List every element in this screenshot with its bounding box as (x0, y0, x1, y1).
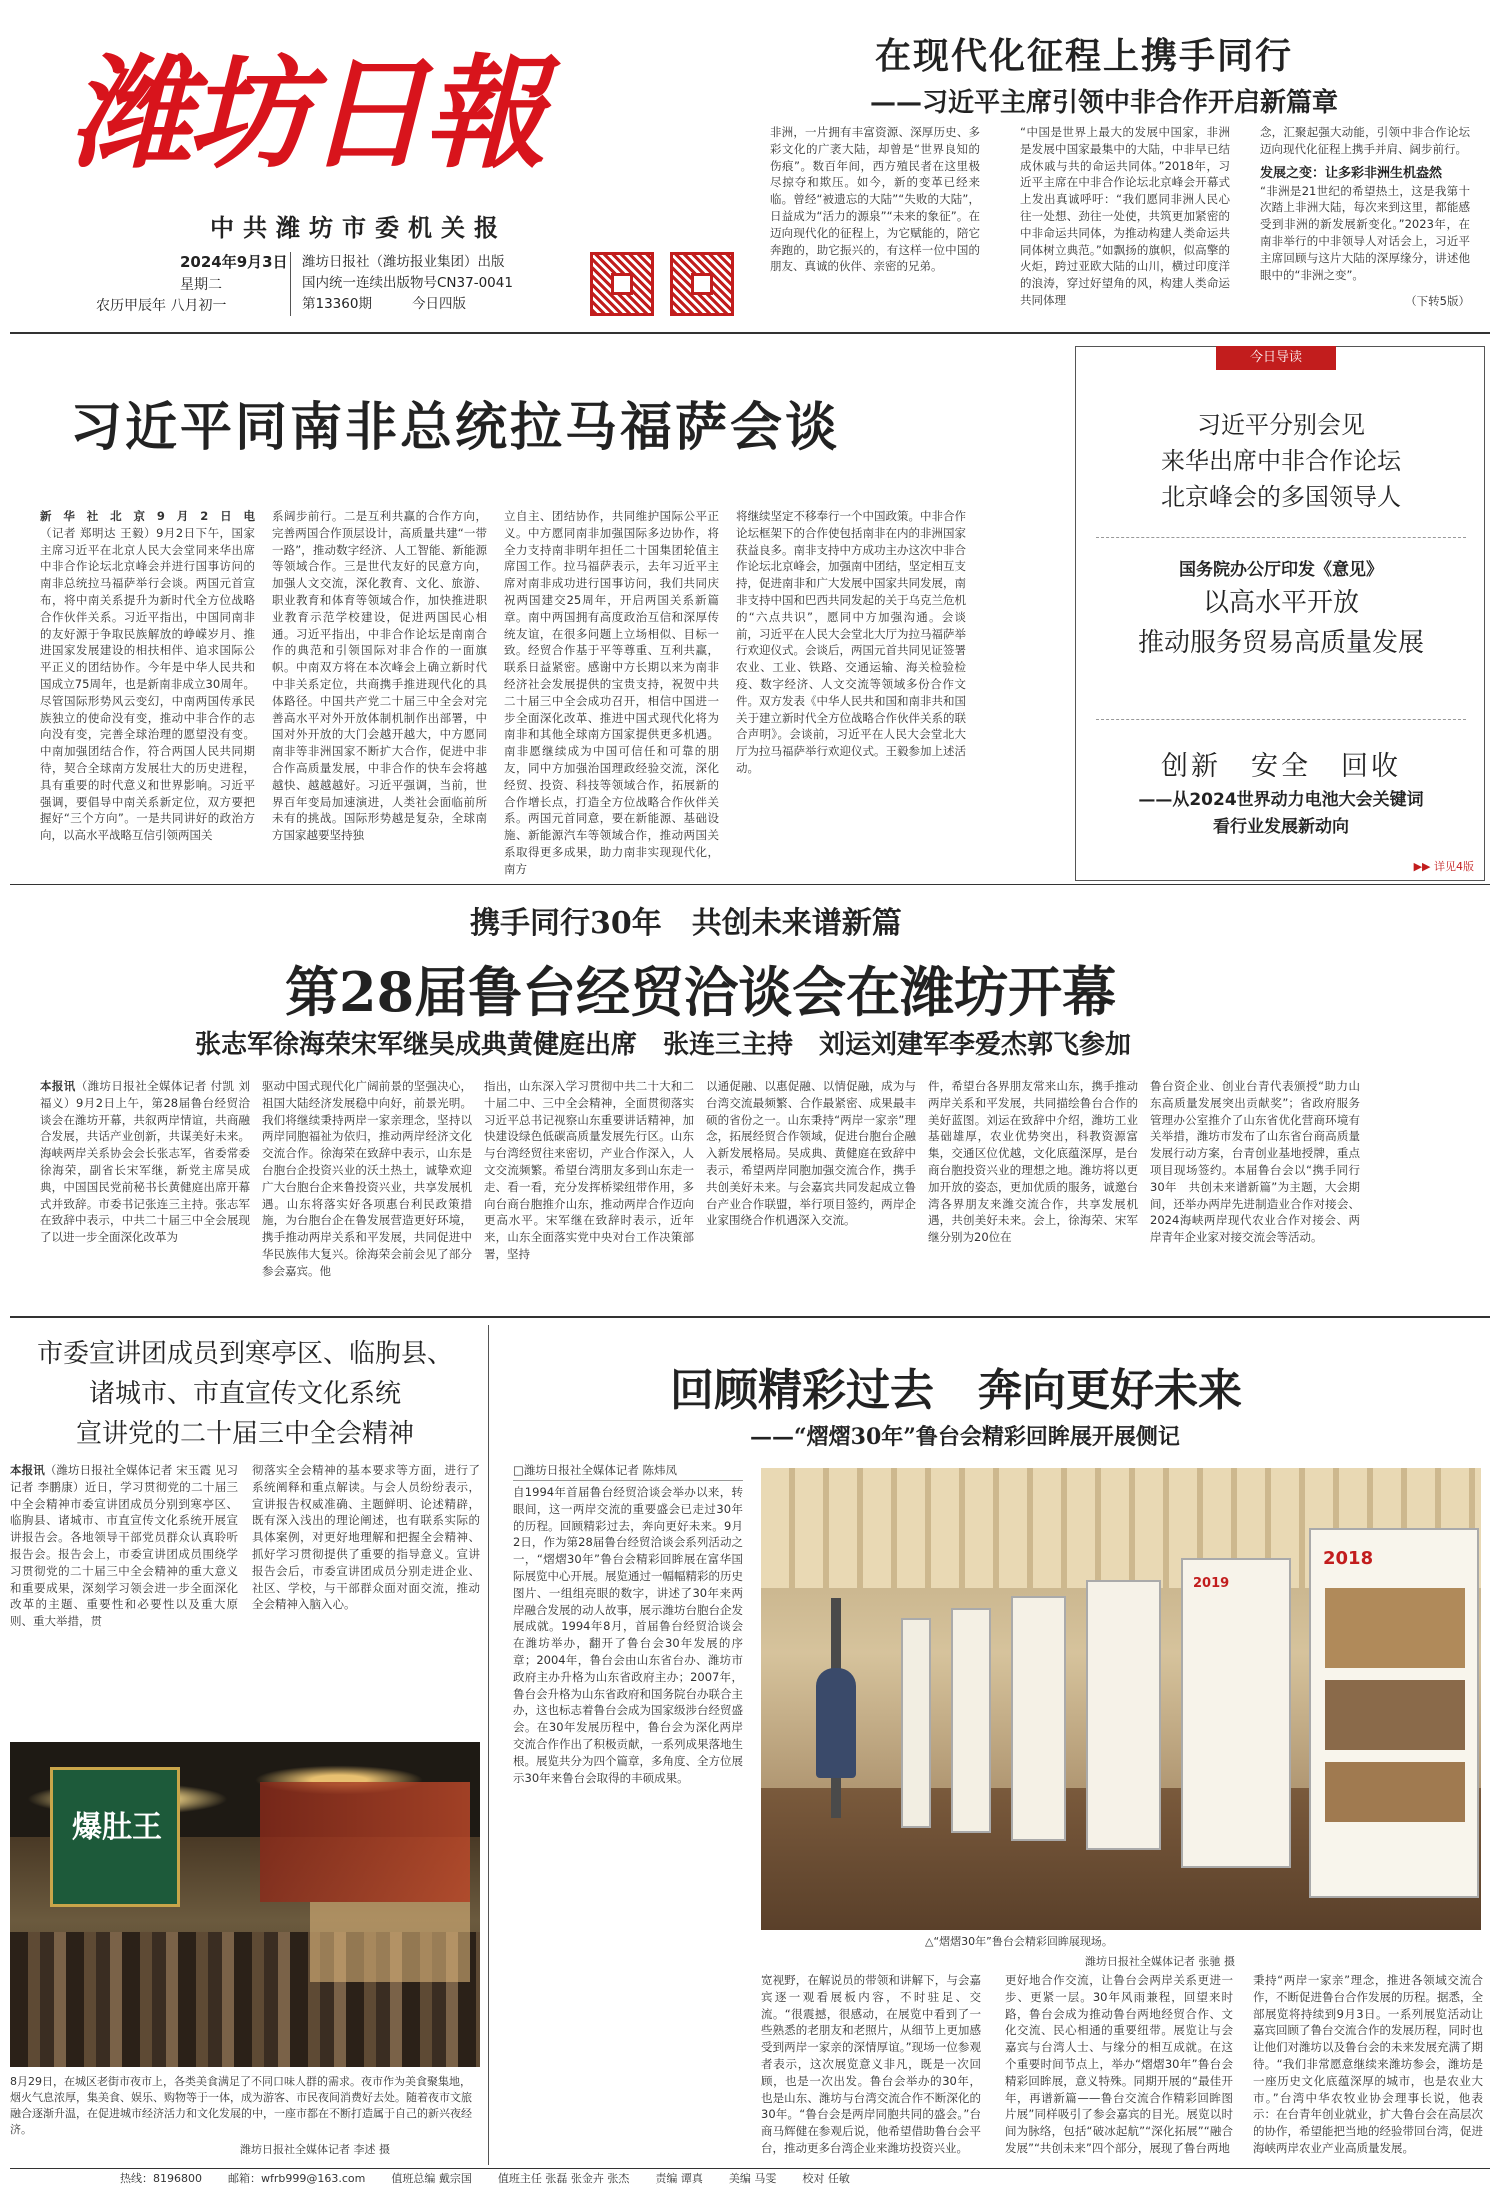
issue-lunar: 农历甲辰年 八月初一 (96, 298, 227, 314)
divider (10, 1316, 1490, 1318)
top-story-col3-more: “非洲是21世纪的希望热土，这是我第十次踏上非洲大陆，每次来到这里，都能感受到非洲的新发展新变化。”2023年，在南非举行的中非领导人对话会上，习近平主席回顾与这片大陆的深厚缘分，讲述他眼中的“非洲之变”。 (1260, 183, 1470, 282)
guide-item-2[interactable] (1076, 557, 1486, 663)
guide-item-1-line: 来华出席中非合作论坛 (1161, 447, 1401, 475)
masthead (0, 0, 870, 330)
qr-code-icon (670, 252, 734, 316)
publisher-block (302, 252, 513, 315)
luotai-byline: （潍坊日报社全媒体记者 付凯 刘福义） (40, 1079, 251, 1110)
luotai-col2: 驱动中国式现代化广阔前景的坚强决心，祖国大陆经济发展稳中向好，前景光明。我们将继续秉持两岸一家亲理念，坚持以两岸同胞福祉为依归，推动两岸经济文化交流合作。徐海荣在致辞中表示，山东是台胞台企投资兴业的沃土热土，诚挚欢迎广大台胞台企来鲁投资兴业，共享发展机遇。山东将落实好各项惠台利民政策措施，为台胞台企在鲁发展营造更好环境，携手推动两岸关系和平发展，共同促进中华民族伟大复兴。徐海荣会前会见了部分参会嘉宾。他 (262, 1079, 472, 1278)
footer-email[interactable]: 邮箱：wfrb999@163.com (228, 2172, 366, 2185)
triangle-icon: ▶▶ (1413, 860, 1431, 873)
xuanjiang-title-line: 诸城市、市直宣传文化系统 (88, 1379, 401, 1409)
guide-jump-text: 详见4版 (1434, 860, 1474, 873)
top-story-col3 (1260, 124, 1470, 324)
review-title[interactable]: 回顾精彩过去 奔向更好未来 (670, 1365, 1242, 1416)
review-story (505, 1322, 1490, 2162)
footer-chief-editor: 值班总编 戴宗国 (391, 2172, 472, 2185)
reporters: （记者 郑明达 王毅） (40, 525, 157, 540)
shop-sign: 爆肚王 (72, 1810, 162, 1845)
guide-item-2-line: 以高水平开放 (1202, 588, 1359, 618)
page-count: 今日四版 (411, 296, 466, 312)
luotai-col1 (40, 1078, 250, 1303)
issue-date: 2024年9月3日 (180, 253, 288, 271)
qr-code-icon (590, 252, 654, 316)
review-col4: 秉持“两岸一家亲”理念，推进各领域交流合作，不断促进鲁台合作发展的历程。据悉，全部展览将持续到9月3日。一系列展览活动让嘉宾回顾了鲁台交流合作的发展历程，同时也让他们对潍坊以及鲁台会的未来发展充满了期待。“我们非常愿意继续来潍坊参会，潍坊是一座历史文化底蕴深厚的城市，也是农业大市。”台湾中华农牧业协会理事长说，他表示：在台青年创业就业，扩大鲁台会在高层次的协作，希望能把当地的经验带回台湾，促进海峡两岸农业产业高质量发展。 (1253, 1973, 1483, 2155)
footer-hotline: 热线：8196800 (120, 2172, 202, 2185)
night-market-credit: 潍坊日报社全媒体记者 李述 摄 (240, 2143, 390, 2156)
today-guide-box (1075, 346, 1485, 881)
luotai-col5: 件，希望台各界朋友常来山东，携手推动两岸关系和平发展，共同描绘鲁台合作的美好蓝图。刘运在致辞中介绍，潍坊工业基础雄厚，农业优势突出，科教资源富集，交通区位优越，文化底蕴深厚，是台商台胞投资兴业的理想之地。潍坊将以更加开放的姿态，更加优质的服务，诚邀台湾各界朋友来潍交流合作，共享发展机遇，共创美好未来。会上，徐海荣、宋军继分别为20位在 (928, 1079, 1138, 1245)
lead-story-col4: 将继续坚定不移奉行一个中国政策。中非合作论坛框架下的合作使包括南非在内的非洲国家获益良多。南非支持中方成功主办这次中非合作论坛北京峰会，加强南中团结，坚定相互支持，促进南非和广大发展中国家共同发展，南非支持中国和巴西共同发起的关于乌克兰危机的“六点共识”，愿同中方加强沟通。会谈前，习近平在人民大会堂北大厅为拉马福萨举行欢迎仪式。会谈后，两国元首共同见证签署农业、工业、铁路、交通运输、海关检验检疫、数字经济、人文交流等领域多份合作文件。双方发表《中华人民共和国和南非共和国关于建立新时代全方位战略合作伙伴关系的联合声明》。会谈前，习近平在人民大会堂北大厅为拉马福萨举行欢迎仪式。王毅参加上述活动。 (736, 509, 966, 775)
xuanjiang-byline: （潍坊日报社全媒体记者 宋玉霞 见习记者 李鹏康） (10, 1463, 238, 1494)
lead-story-col1-text: 9月2日下午，国家主席习近平在北京人民大会堂同来华出席中非合作论坛北京峰会并进行国事访问的南非总统拉马福萨举行会谈。两国元首宣布，将中南关系提升为新时代全方位战略合作伙伴关系。习近平指出，中国同南非的友好源于争取民族解放的峥嵘岁月、推进国家发展建设的相扶相伴、追求国际公平正义的团结协作。今年是中华人民共和国成立75周年，也是新南非成立30周年。尽管国际形势风云变幻，中南两国传承民族独立的使命没有变，推动中非合作的志向没有变，完善全球治理的愿望没有变。中南加强团结合作，符合两国人民共同期待，契合全球南方发展壮大的历史进程，具有重要的时代意义和世界影响。习近平强调，要倡导中南关系新定位，双方要把握好“三个方向”。一是共同讲好的政治方向，以高水平战略互信引领两国关 (40, 525, 256, 843)
luotai-col6: 鲁台资企业、创业台青代表颁授“助力山东高质量发展突出贡献奖”；省政府服务管理办公室推介了山东省优化营商环境有关举措，潍坊市发布了山东省台商高质量发展行动方案，台青创业基地授牌，重点项目现场签约。本届鲁台会以“携手同行30年 共创未来谱新篇”为主题，大会期间，还举办两岸先进制造业合作对接会、2024海峡两岸现代农业合作对接会、两岸青年企业家对接交流会等活动。 (1150, 1079, 1360, 1245)
xuanjiang-title-line: 宣讲党的二十届三中全会精神 (75, 1419, 414, 1449)
divider (10, 884, 1490, 885)
newspaper-subtitle: 中共潍坊市委机关报 (210, 213, 507, 242)
guide-item-3-sub: 看行业发展新动向 (1213, 817, 1349, 837)
today-guide-badge: 今日导读 (1216, 346, 1336, 370)
xuanjiang-lead: 本报讯 (10, 1463, 45, 1477)
date-block (180, 252, 290, 272)
publisher: 潍坊日报社（潍坊报业集团）出版 (302, 254, 505, 270)
footer-art-editor: 美编 马雯 (728, 2172, 777, 2185)
lead-story (40, 340, 1070, 876)
dateline: 新华社北京9月2日电 (40, 509, 255, 523)
luotai-lead: 本报讯 (40, 1079, 76, 1093)
footer-editor: 责编 谭真 (655, 2172, 703, 2185)
issue-weekday: 星期二 (180, 277, 222, 293)
luotai-story (40, 888, 1480, 1308)
review-byline: □潍坊日报社全媒体记者 陈炜凤 (513, 1462, 743, 1481)
guide-item-3[interactable] (1076, 747, 1486, 841)
review-col1: 自1994年首届鲁台经贸洽谈会举办以来，转眼间，这一两岸交流的重要盛会已走过30年的历程。回顾精彩过去，奔向更好未来。9月2日，作为第28届鲁台经贸洽谈会系列活动之一，“熠熠30年”鲁台会精彩回眸展在富华国际展览中心开展。展览通过一幅幅精彩的历史图片、一组组亮眼的数字，讲述了30年来两岸融合发展的动人故事，展示潍坊台胞台企发展成就。1994年8月，首届鲁台经贸洽谈会在潍坊举办，翻开了鲁台会30年发展的序章；2004年，鲁台会由山东省台办、潍坊市政府主办升格为山东省政府主办；2007年，鲁台会升格为山东省政府和国务院台办联合主办，这也标志着鲁台会成为国家级涉台经贸盛会。在30年发展历程中，鲁台会为深化两岸交流合作作出了积极贡献，一系列成果落地生根。展览共分为四个篇章，多角度、全方位展示30年来鲁台会取得的丰硕成果。 (513, 1485, 743, 1785)
xuanjiang-title-line: 市委宣讲团成员到寒亭区、临朐县、 (36, 1339, 453, 1369)
xuanjiang-col1-text: 近日，学习贯彻党的二十届三中全会精神市委宣讲团成员分别到寒亭区、临朐县、诸城市、市直宣传文化系统开展宣讲报告会。各地领导干部党员群众认真聆听报告会。报告会上，市委宣讲团成员围绕学习贯彻党的二十届三中全会精神的重大意义和重要成果，深刻学习领会进一步全面深化改革的主题、重要性和必要性以及重大原则、重大举措，贯 (10, 1479, 239, 1629)
guide-item-3-line: 创新 安全 回收 (1161, 751, 1401, 782)
top-story-title[interactable]: 在现代化征程上携手同行 (875, 35, 1294, 77)
luotai-col1-text: 9月2日上午，第28届鲁台经贸洽谈会在潍坊开幕，共叙两岸情谊，共商融合发展，共话产业创新，共谋美好未来。海峡两岸关系协会会长张志军，省委常委徐海荣，副省长宋军继，新党主席吴成典，中国国民党前秘书长黄健庭出席开幕式并致辞。市委书记张连三主持。张志军在致辞中表示，中共二十届三中全会展现了以进一步全面深化改革为 (40, 1095, 250, 1245)
xuanjiang-title[interactable] (10, 1334, 480, 1454)
footer (120, 2170, 1420, 2188)
lead-story-title[interactable]: 习近平同南非总统拉马福萨会谈 (70, 397, 841, 458)
newspaper-logo: 潍坊日報 (70, 41, 542, 185)
guide-item-1[interactable] (1076, 407, 1486, 515)
review-col2: 宽视野，在解说员的带领和讲解下，与会嘉宾逐一观看展板内容，不时驻足、交流。“很震撼，很感动，在展览中看到了一些熟悉的老朋友和老照片，从细节上更加感受到两岸一家亲的深情厚谊。”现场一位参观者表示，这次展览意义非凡，既是一次回顾，也是一次出发。鲁台会举办的30年，也是山东、潍坊与台湾交流合作不断深化的30年。“鲁台会是两岸同胞共同的盛会。”台商马辉健在参观后说，他希望借助鲁台会平台，推动更多台湾企业来潍坊投资兴业。 (761, 1973, 981, 2155)
top-story-col3-head: 发展之变：让多彩非洲生机盎然 (1260, 165, 1443, 181)
issue-number: 第13360期 (302, 296, 372, 312)
top-story-col2: “中国是世界上最大的发展中国家，非洲是发展中国家最集中的大陆，中非早已结成休戚与共的命运共同体。”2018年，习近平主席在中非合作论坛北京峰会开幕式上发出真诚呼吁：“我们愿同非洲人民心往一处想、劲往一处使，共筑更加紧密的中非命运共同体，为推动构建人类命运共同体树立典范。”如飘扬的旗帜，似高擎的火炬，跨过亚欧大陆的山川，横过印度洋的浪涛，穿过好望角的风，构建人类命运共同体理 (1020, 125, 1230, 307)
board-year: 2019 (1193, 1576, 1230, 1591)
top-story-subtitle: ——习近平主席引领中非合作开启新篇章 (870, 88, 1339, 118)
divider (10, 2168, 1490, 2169)
cn-number: 国内统一连续出版物号CN37-0041 (302, 275, 513, 291)
exhibition-photo (761, 1468, 1481, 1930)
continued-note[interactable]: （下转5版） (1405, 293, 1470, 308)
guide-item-1-line: 北京峰会的多国领导人 (1161, 483, 1401, 511)
top-story (770, 20, 1480, 325)
guide-item-1-line: 习近平分别会见 (1197, 411, 1365, 439)
exhibition-caption: △“熠熠30年”鲁台会精彩回眸展现场。 (925, 1935, 1113, 1948)
xuanjiang-col2: 彻落实全会精神的基本要求等方面，进行了系统阐释和重点解读。与会人员纷纷表示，宣讲报告权威准确、主题鲜明、论述精辟，既有深入浅出的理论阐述，也有联系实际的具体案例，对更好地理解和把握全会精神、抓好学习贯彻提供了重要的指导意义。宣讲报告会后，市委宣讲团成员分别走进企业、社区、学校，与干部群众面对面交流，推动全会精神入脑入心。 (252, 1463, 480, 1612)
top-story-col1: 非洲，一片拥有丰富资源、深厚历史、多彩文化的广袤大陆，却曾是“世界良知的伤痕”。数百年间，西方殖民者在这里极尽掠夺和欺压。如今，新的变革已经来临。曾经“被遗忘的大陆”“失败的大陆”，日益成为“活力的源泉”“未来的象征”。在迈向现代化的征程上，为它赋能的，陪它奔跑的，助它振兴的，有这样一位中国的朋友、真诚的伙伴、亲密的兄弟。 (770, 125, 980, 274)
divider (10, 332, 1490, 334)
footer-proofreader: 校对 任敏 (802, 2172, 850, 2185)
review-col3: 更好地合作交流，让鲁台会两岸关系更进一步、更紧一层。30年风雨兼程，回望来时路，鲁台会成为推动鲁台两地经贸合作、文化交流、民心相通的重要纽带。展览让与会嘉宾与台湾人士、与缘分的相互成就。在这个重要时间节点上，举办“熠熠30年”鲁台会精彩回眸展，意义特殊。同期开展的“最佳开年，再谱新篇——鲁台交流合作精彩回眸图片展”同样吸引了参会嘉宾的目光。展览以时间为脉络，包括“破冰起航”“深化拓展”“融合发展”“共创未来”四个部分，展现了鲁台两地 (1005, 1973, 1233, 2155)
review-subtitle: ——“熠熠30年”鲁台会精彩回眸展开展侧记 (750, 1424, 1180, 1450)
top-story-col3-text: 念，汇聚起强大动能，引领中非合作论坛迈向现代化征程上携手并肩、阔步前行。 (1260, 125, 1470, 156)
footer-duty-directors: 值班主任 张磊 张金卉 张杰 (497, 2172, 630, 2185)
luotai-col3: 指出，山东深入学习贯彻中共二十大和二十届二中、三中全会精神，全面贯彻落实习近平总书记视察山东重要讲话精神，加快建设绿色低碳高质量发展先行区。山东与台湾经贸往来密切，产业合作深入，人文交流频繁。希望台湾朋友多到山东走一走、看一看，充分发挥桥梁纽带作用，多向台商台胞推介山东，推动两岸合作迈向更高水平。宋军继在致辞时表示，近年来，山东全面落实党中央对台工作决策部署，坚持 (484, 1079, 694, 1261)
lead-story-col3: 立自主、团结协作，共同维护国际公平正义。中方愿同南非加强国际多边协作，将全力支持南非明年担任二十国集团轮值主席国工作。拉马福萨表示，去年习近平主席对南非成功进行国事访问，我们共同庆祝两国建交25周年，开启两国关系新篇章。南中两国拥有高度政治互信和深厚传统友谊，在很多问题上立场相似、目标一致。经贸合作基于平等尊重、互利共赢，联系日益紧密。感谢中方长期以来为南非经济社会发展提供的宝贵支持，祝贺中共二十届三中全会成功召开，相信中国进一步全面深化改革、推进中国式现代化将为南非和其他全球南方国家提供更多机遇。南非愿继续成为中国可信任和可靠的朋友，同中方加强治国理政经验交流，深化经贸、投资、科技等领域合作，拓展新的合作增长点，打造全方位战略合作伙伴关系。两国元首同意，要在新能源、基础设施、新能源汽车等领域合作，推动两国关系取得更多成果，助力南非实现现代化，南方 (504, 509, 719, 876)
luotai-kicker: 携手同行30年 共创未来谱新篇 (470, 906, 902, 941)
exhibition-credit: 潍坊日报社全媒体记者 张驰 摄 (1085, 1955, 1235, 1968)
luotai-col4: 以通促融、以惠促融、以情促融，成为与台湾交流最频繁、合作最紧密、成果最丰硕的省份之一。山东秉持“两岸一家亲”理念，拓展经贸合作领域，促进台胞台企融入新发展格局。吴成典、黄健庭在致辞中表示，希望两岸同胞加强交流合作，携手共创美好未来。与会嘉宾共同发起成立鲁台产业合作联盟，举行项目签约，两岸企业家围绕合作机遇深入交流。 (706, 1079, 916, 1228)
guide-item-2-line: 推动服务贸易高质量发展 (1137, 628, 1424, 658)
lead-story-col2: 系阔步前行。二是互利共赢的合作方向，完善两国合作顶层设计，高质量共建“一带一路”，推动数字经济、人工智能、新能源等领域合作。三是世代友好的民意方向，加强人文交流，深化教育、文化、旅游、职业教育和体育等领域合作，加快推进职业教育示范学校建设，促进两国民心相通。习近平指出，中非合作论坛是南南合作的典范和引领国际对非合作的一面旗帜。中南双方将在本次峰会上确立新时代中非关系定位，共商携手推进现代化的具体路径。中国共产党二十届三中全会对完善高水平对外开放体制机制作出部署，中国对外开放的大门会越开越大，中方愿同南非等非洲国家不断扩大合作，促进中非合作高质量发展，中非合作的快车会将越越快、越越越好。习近平强调，当前，世界百年变局加速演进，人类社会面临前所未有的挑战。国际形势越是复杂，全球南方国家越要坚持独 (272, 509, 487, 843)
visitor-figure (816, 1668, 856, 1778)
display-board (1309, 1528, 1479, 1898)
lead-story-col1 (40, 508, 255, 848)
luotai-subtitle: 张志军徐海荣宋军继吴成典黄健庭出席 张连三主持 刘运刘建军李爱杰郭飞参加 (195, 1030, 1132, 1060)
xuanjiang-col1 (10, 1462, 238, 1732)
issue-number-row (302, 294, 513, 315)
board-year: 2018 (1323, 1548, 1374, 1569)
night-market-photo (10, 1742, 480, 2067)
night-market-caption: 8月29日，在城区老街市夜市上，各类美食满足了不同口味人群的需求。夜市作为美食聚集地，烟火气息浓厚，集美食、娱乐、购物等于一体，成为游客、市民夜间消费好去处。随着夜市文旅融合逐渐升温，在促进城市经济活力和文化发展的中，一座市都在不断打造属于自己的新兴夜经济。 (10, 2075, 472, 2136)
luotai-title[interactable]: 第28届鲁台经贸洽谈会在潍坊开幕 (285, 960, 1117, 1024)
guide-item-3-sub: ——从2024世界动力电池大会关键词 (1138, 790, 1424, 810)
column-divider (488, 1325, 489, 2165)
xuanjiang-story (10, 1322, 480, 2162)
guide-jump[interactable] (1414, 858, 1474, 874)
guide-item-2-kicker: 国务院办公厅印发《意见》 (1179, 560, 1383, 580)
